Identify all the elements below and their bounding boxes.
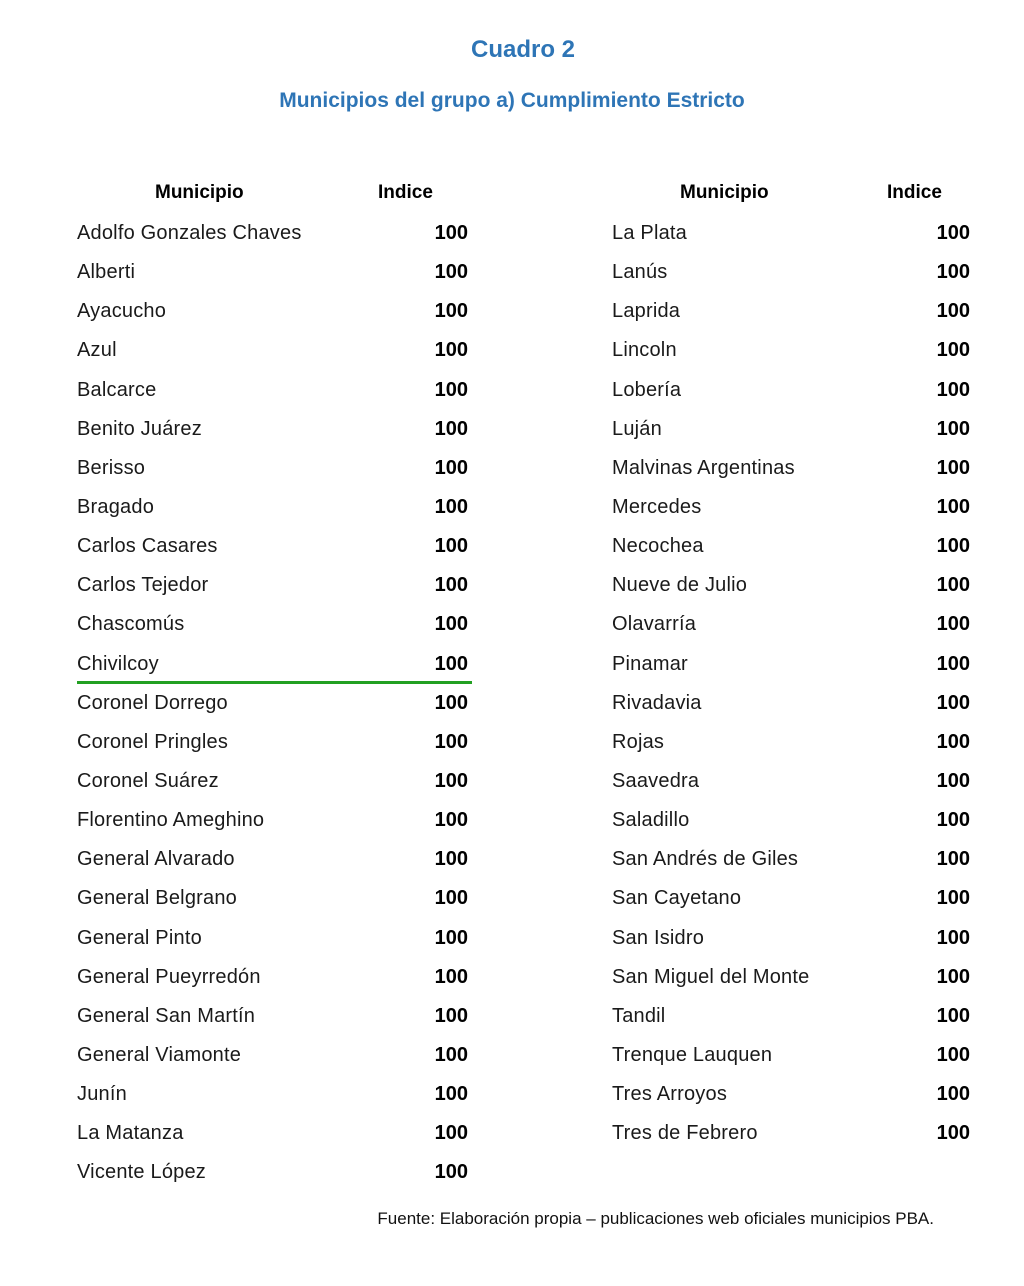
indice-value: 100 (936, 887, 970, 910)
municipio-name: Adolfo Gonzales Chaves (77, 222, 302, 244)
table-row (77, 371, 468, 410)
municipio-name: Ayacucho (77, 300, 167, 323)
column-header-indice-right: Indice (887, 182, 942, 203)
indice-value: 100 (434, 1161, 468, 1184)
indice-value: 100 (434, 339, 468, 362)
table-row (77, 527, 468, 566)
municipio-name: Coronel Dorrego (77, 691, 228, 714)
table-row (612, 566, 970, 605)
municipio-name: General Belgrano (77, 887, 237, 910)
table-row (612, 527, 970, 566)
table-row (612, 214, 970, 253)
municipio-name: Pinamar (612, 652, 688, 675)
table-row (77, 253, 468, 292)
table-row (612, 762, 970, 801)
table-row (612, 879, 970, 918)
indice-value: 100 (434, 1004, 468, 1027)
municipio-name: Olavarría (612, 613, 697, 636)
indice-value: 100 (936, 769, 970, 792)
left-municipio-list (77, 214, 468, 1193)
indice-value: 100 (434, 417, 468, 440)
table-row (77, 958, 468, 997)
indice-value: 100 (434, 691, 468, 714)
municipio-name: Florentino Ameghino (77, 809, 265, 832)
indice-value: 100 (936, 261, 970, 284)
indice-value: 100 (434, 378, 468, 401)
indice-value: 100 (434, 926, 468, 949)
table-row (77, 840, 468, 879)
indice-value: 100 (936, 1004, 970, 1027)
municipio-name: Carlos Casares (77, 535, 218, 558)
municipio-name: Berisso (77, 456, 146, 479)
municipio-name: Rojas (612, 730, 665, 753)
municipio-name: Benito Juárez (77, 417, 202, 440)
municipio-name: Bragado (77, 495, 155, 518)
table-row (77, 292, 468, 331)
municipio-name: San Isidro (612, 926, 705, 949)
table-row (612, 919, 970, 958)
indice-value: 100 (434, 769, 468, 792)
indice-value: 100 (434, 652, 468, 675)
municipio-name: Vicente López (77, 1161, 206, 1184)
municipio-name: Tres de Febrero (612, 1122, 758, 1145)
municipio-name: Luján (612, 417, 662, 440)
indice-value: 100 (434, 887, 468, 910)
table-row (612, 723, 970, 762)
column-header-municipio-left: Municipio (155, 182, 244, 203)
indice-value: 100 (434, 848, 468, 871)
table-row (612, 684, 970, 723)
indice-value: 100 (434, 1043, 468, 1066)
municipio-name: Coronel Pringles (77, 730, 229, 753)
municipio-name: Laprida (612, 300, 681, 323)
table-row (612, 1036, 970, 1075)
municipio-name: Balcarce (77, 378, 157, 401)
table-row (77, 566, 468, 605)
column-header-indice-left: Indice (378, 182, 433, 203)
table-row (612, 645, 970, 684)
municipio-name: San Miguel del Monte (612, 965, 810, 988)
indice-value: 100 (936, 535, 970, 558)
municipio-name: Alberti (77, 261, 136, 284)
indice-value: 100 (936, 652, 970, 675)
indice-value: 100 (936, 574, 970, 597)
table-subtitle: Municipios del grupo a) Cumplimiento Estricto (279, 89, 745, 112)
table-row (612, 1075, 970, 1114)
indice-value: 100 (936, 378, 970, 401)
indice-value: 100 (434, 222, 468, 244)
municipio-name: Saladillo (612, 809, 690, 832)
indice-value: 100 (936, 1043, 970, 1066)
indice-value: 100 (936, 613, 970, 636)
indice-value: 100 (434, 809, 468, 832)
table-row (77, 1036, 468, 1075)
table-row (612, 331, 970, 370)
table-row (77, 879, 468, 918)
table-row (77, 919, 468, 958)
municipio-name: General Alvarado (77, 848, 235, 871)
municipio-name: La Matanza (77, 1122, 184, 1145)
municipio-name: Carlos Tejedor (77, 574, 209, 597)
municipio-name: Rivadavia (612, 691, 702, 714)
indice-value: 100 (936, 848, 970, 871)
table-title: Cuadro 2 (470, 36, 575, 63)
source-note: Fuente: Elaboración propia – publicaciones web oficiales municipios PBA. (377, 1209, 934, 1228)
indice-value: 100 (936, 222, 970, 244)
municipio-name: Chivilcoy (77, 652, 159, 675)
municipio-name: Chascomús (77, 613, 185, 636)
table-row (77, 214, 468, 253)
municipio-name: Mercedes (612, 495, 702, 518)
indice-value: 100 (434, 574, 468, 597)
table-row (612, 488, 970, 527)
municipio-name: Azul (77, 339, 117, 362)
table-row (77, 1075, 468, 1114)
indice-value: 100 (936, 809, 970, 832)
table-row (612, 1114, 970, 1153)
indice-value: 100 (434, 1122, 468, 1145)
table-row (77, 1114, 468, 1153)
indice-value: 100 (434, 1083, 468, 1106)
municipio-name: Lobería (612, 378, 682, 401)
table-row (77, 449, 468, 488)
indice-value: 100 (936, 691, 970, 714)
table-row (77, 645, 472, 684)
municipio-name: Coronel Suárez (77, 769, 219, 792)
table-row (612, 997, 970, 1036)
table-row (612, 253, 970, 292)
indice-value: 100 (434, 495, 468, 518)
indice-value: 100 (936, 926, 970, 949)
municipio-name: Trenque Lauquen (612, 1043, 773, 1066)
table-row (612, 605, 970, 644)
indice-value: 100 (936, 456, 970, 479)
table-row (612, 801, 970, 840)
indice-value: 100 (434, 300, 468, 323)
right-municipio-list (612, 214, 970, 1153)
indice-value: 100 (936, 1083, 970, 1106)
municipio-name: Lanús (612, 261, 668, 284)
table-row (77, 762, 468, 801)
table-row (612, 449, 970, 488)
table-row (612, 292, 970, 331)
municipio-name: General Pueyrredón (77, 965, 261, 988)
municipio-name: General Pinto (77, 926, 202, 949)
table-row (77, 997, 468, 1036)
municipio-name: General San Martín (77, 1004, 256, 1027)
municipio-name: San Cayetano (612, 887, 742, 910)
table-row (77, 723, 468, 762)
municipio-name: Junín (77, 1083, 127, 1106)
indice-value: 100 (936, 300, 970, 323)
municipio-name: Lincoln (612, 339, 677, 362)
indice-value: 100 (434, 965, 468, 988)
table-row (77, 684, 468, 723)
table-row (612, 371, 970, 410)
table-row (77, 801, 468, 840)
table-row (612, 410, 970, 449)
municipio-name: General Viamonte (77, 1043, 242, 1066)
table-row (77, 410, 468, 449)
indice-value: 100 (434, 613, 468, 636)
table-row (612, 840, 970, 879)
indice-value: 100 (936, 1122, 970, 1145)
municipio-name: San Andrés de Giles (612, 848, 799, 871)
municipio-name: Necochea (612, 535, 704, 558)
municipio-name: Tandil (612, 1004, 666, 1027)
municipio-name: La Plata (612, 222, 687, 244)
indice-value: 100 (434, 730, 468, 753)
municipio-name: Nueve de Julio (612, 574, 748, 597)
indice-value: 100 (936, 495, 970, 518)
indice-value: 100 (936, 339, 970, 362)
municipio-name: Tres Arroyos (612, 1083, 728, 1106)
indice-value: 100 (434, 456, 468, 479)
indice-value: 100 (434, 535, 468, 558)
municipio-name: Malvinas Argentinas (612, 456, 795, 479)
indice-value: 100 (936, 730, 970, 753)
table-row (77, 605, 468, 644)
table-row (77, 488, 468, 527)
municipio-name: Saavedra (612, 769, 700, 792)
indice-value: 100 (936, 965, 970, 988)
table-row (77, 331, 468, 370)
indice-value: 100 (936, 417, 970, 440)
indice-value: 100 (434, 261, 468, 284)
column-header-municipio-right: Municipio (680, 182, 769, 203)
table-row (612, 958, 970, 997)
table-row (77, 1153, 468, 1192)
